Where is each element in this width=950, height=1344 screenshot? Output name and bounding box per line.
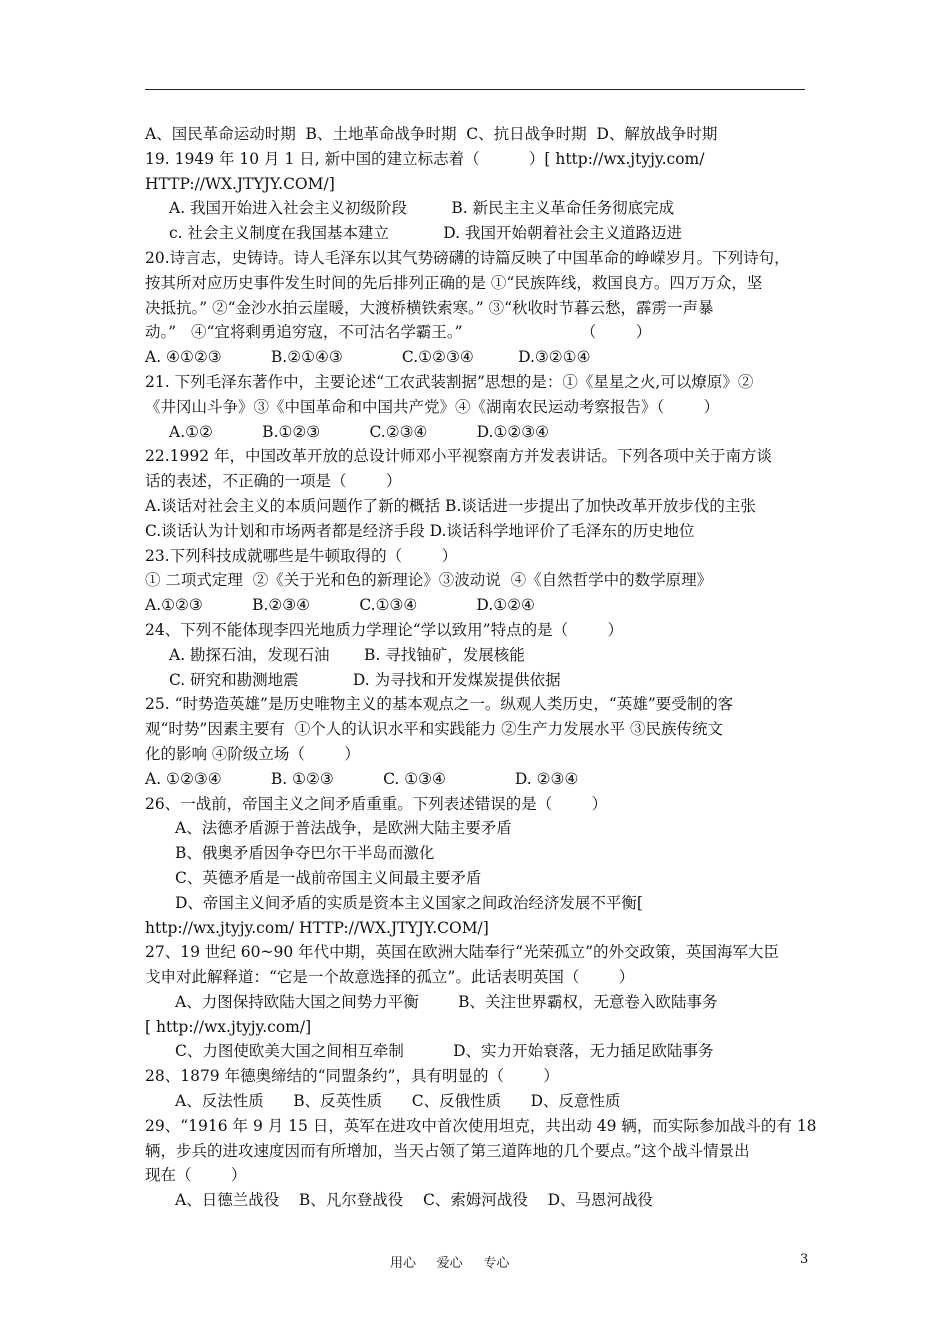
text-line: 化的影响 ④阶级立场（ ） [145,744,360,763]
text-line: 观“时势”因素主要有 ①个人的认识水平和实践能力 ②生产力发展水平 ③民族传统文 [145,720,724,739]
text-line: 辆，步兵的进攻速度因而有所增加，当天占领了第三道阵地的几个要点。”这个战斗情景出 [145,1141,750,1160]
text-line: C. 研究和勘测地震 D. 为寻找和开发煤炭提供依据 [169,670,561,689]
text-line: A、法德矛盾源于普法战争，是欧洲大陆主要矛盾 [175,819,512,838]
text-line: C、力图使欧美大国之间相互牵制 D、实力开始衰落，无力插足欧陆事务 [175,1042,714,1061]
text-line: 29、“1916 年 9 月 15 日，英军在进攻中首次使用坦克，共出动 49 辆，而实际参加战斗的有 18 [145,1116,817,1135]
text-line: 23.下列科技成就哪些是牛顿取得的（ ） [145,546,458,565]
text-line: http://wx.jtyjy.com/ HTTP://WX.JTYJY.COM/] [145,918,489,937]
text-line: A、力图保持欧陆大国之间势力平衡 B、关注世界霸权，无意卷入欧陆事务 [175,992,718,1011]
text-line: B、俄奥矛盾因争夺巴尔干半岛而激化 [175,844,435,863]
text-line: A、国民革命运动时期 B、土地革命战争时期 C、抗日战争时期 D、解放战争时期 [145,125,718,143]
text-line: 20.诗言志，史铸诗。诗人毛泽东以其气势磅礴的诗篇反映了中国革命的峥嵘岁月。下列诗句， [145,248,790,267]
text-line: A、日德兰战役 B、凡尔登战役 C、索姆河战役 D、马恩河战役 [175,1191,653,1210]
text-line: c. 社会主义制度在我国基本建立 D. 我国开始朝着社会主义道路迈进 [169,224,682,243]
header-rule [145,89,805,90]
text-line: D、帝国主义间矛盾的实质是资本主义国家之间政治经济发展不平衡[ [175,893,643,912]
text-line: 22.1992 年，中国改革开放的总设计师邓小平视察南方并发表讲话。下列各项中关于南方谈 [145,447,773,466]
text-line: 25. “时势造英雄”是历史唯物主义的基本观点之一。纵观人类历史，“英雄”要受制的客 [145,695,734,714]
text-line: A.①②③ B.②③④ C.①③④ D.①②④ [145,596,535,615]
text-line: 《井冈山斗争》③《中国革命和中国共产党》④《湖南农民运动考察报告》（ ） [145,397,720,416]
text-line: 26、一战前，帝国主义之间矛盾重重。下列表述错误的是（ ） [145,794,608,813]
document-body [145,122,817,1213]
text-line: 动。” ④“宜将剩勇追穷寇，不可沽名学霸王。” （ ） [145,323,652,342]
text-line: [ http://wx.jtyjy.com/] [145,1017,312,1036]
text-line: HTTP://WX.JTYJY.COM/] [145,174,335,193]
text-line: ① 二项式定理 ②《关于光和色的新理论》③波动说 ④《自然哲学中的数学原理》 [145,571,713,590]
text-line: 戈申对此解释道：“它是一个故意选择的孤立”。此话表明英国（ ） [145,968,635,987]
text-line: 21. 下列毛泽东著作中，主要论述“工农武装割据”思想的是：①《星星之火,可以燎原》② [145,372,754,391]
text-line: 决抵抗。” ②“金沙水拍云崖暖，大渡桥横铁索寒。” ③“秋收时节暮云愁，霹雳一声暴 [145,298,714,317]
text-line: A. ①②③④ B. ①②③ C. ①③④ D. ②③④ [145,769,579,788]
text-line: 24、下列不能体现李四光地质力学理论“学以致用”特点的是（ ） [145,620,623,639]
text-line: A、反法性质 B、反英性质 C、反俄性质 D、反意性质 [175,1092,621,1111]
text-line: A.①② B.①②③ C.②③④ D.①②③④ [169,422,550,441]
text-line: A. 我国开始进入社会主义初级阶段 B. 新民主主义革命任务彻底完成 [169,199,675,218]
text-line: 话的表述，不正确的一项是（ ） [145,472,402,491]
text-line: A. ④①②③ B.②①④③ C.①②③④ D.③②①④ [145,348,591,367]
text-line: 28、1879 年德奥缔结的“同盟条约”，具有明显的（ ） [145,1067,559,1086]
text-line: 27、19 世纪 60~90 年代中期，英国在欧洲大陆奉行“光荣孤立”的外交政策，英国海军大臣 [145,943,780,962]
text-line: 现在（ ） [145,1166,247,1185]
text-line: 19. 1949 年 10 月 1 日, 新中国的建立标志着（ ）[ http://wx.jtyjy.com/ [145,149,705,168]
page-number: 3 [800,1252,809,1267]
footer-motto: 用心 爱心 专心 [390,1256,510,1271]
text-line: C.谈话认为计划和市场两者都是经济手段 D.谈话科学地评价了毛泽东的历史地位 [145,521,695,540]
text-line: A.谈话对社会主义的本质问题作了新的概括 B.谈话进一步提出了加快改革开放步伐的主张 [145,496,756,515]
text-line: C、英德矛盾是一战前帝国主义间最主要矛盾 [175,868,482,887]
text-line: 按其所对应历史事件发生时间的先后排列正确的是 ①“民族阵线，救国良方。四万万众，坚 [145,273,763,292]
text-line: A. 勘探石油，发现石油 B. 寻找铀矿，发展核能 [169,645,525,664]
